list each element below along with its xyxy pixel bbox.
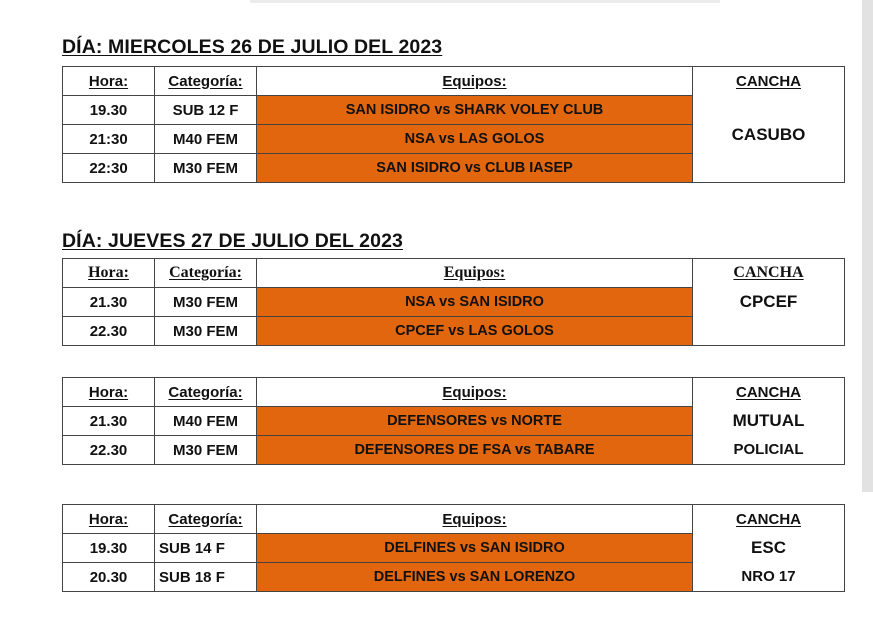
header-categoria: Categoría: (155, 67, 257, 96)
top-edge-strip (250, 0, 720, 3)
day1-title: DÍA: MIERCOLES 26 DE JULIO DEL 2023 (62, 36, 443, 58)
header-cancha: CANCHA (693, 378, 845, 407)
scrollbar[interactable] (862, 0, 873, 492)
header-hora: Hora: (63, 259, 155, 288)
hora-cell: 22.30 (63, 317, 155, 346)
table-row (63, 407, 845, 436)
header-equipos: Equipos: (257, 259, 693, 288)
equipos-cell: DEFENSORES vs NORTE (257, 407, 693, 436)
cancha-cell: MUTUAL (693, 407, 845, 436)
cancha-cell: ESC (693, 534, 845, 563)
cancha-cell: POLICIAL (693, 436, 845, 465)
cancha-cell: CASUBO (693, 96, 845, 183)
categoria-cell: M40 FEM (155, 125, 257, 154)
header-categoria: Categoría: (155, 505, 257, 534)
categoria-cell: SUB 12 F (155, 96, 257, 125)
cancha-cell: NRO 17 (693, 563, 845, 592)
header-cancha: CANCHA (693, 67, 845, 96)
equipos-cell: NSA vs SAN ISIDRO (257, 288, 693, 317)
hora-cell: 21.30 (63, 407, 155, 436)
hora-cell: 19.30 (63, 96, 155, 125)
day2-schedule-table (62, 258, 845, 346)
categoria-cell: M30 FEM (155, 154, 257, 183)
hora-cell: 22.30 (63, 436, 155, 465)
table-row (63, 96, 845, 125)
header-equipos: Equipos: (257, 378, 693, 407)
table-header-row (63, 505, 845, 534)
header-hora: Hora: (63, 378, 155, 407)
header-cancha: CANCHA (693, 259, 845, 288)
equipos-cell: DELFINES vs SAN ISIDRO (257, 534, 693, 563)
equipos-cell: NSA vs LAS GOLOS (257, 125, 693, 154)
header-categoria: Categoría: (155, 259, 257, 288)
header-cancha: CANCHA (693, 505, 845, 534)
categoria-cell: M30 FEM (155, 436, 257, 465)
categoria-cell: M30 FEM (155, 288, 257, 317)
equipos-cell: DEFENSORES DE FSA vs TABARE (257, 436, 693, 465)
hora-cell: 22:30 (63, 154, 155, 183)
cancha-cell: CPCEF (693, 288, 845, 346)
header-equipos: Equipos: (257, 67, 693, 96)
categoria-cell: M40 FEM (155, 407, 257, 436)
table-header-row (63, 259, 845, 288)
header-categoria: Categoría: (155, 378, 257, 407)
categoria-cell: SUB 14 F (155, 534, 257, 563)
day2-title: DÍA: JUEVES 27 DE JULIO DEL 2023 (62, 230, 403, 252)
table-header-row (63, 67, 845, 96)
hora-cell: 19.30 (63, 534, 155, 563)
schedule-table-3 (62, 377, 845, 465)
day1-schedule-table (62, 66, 845, 183)
header-hora: Hora: (63, 67, 155, 96)
hora-cell: 21.30 (63, 288, 155, 317)
equipos-cell: SAN ISIDRO vs CLUB IASEP (257, 154, 693, 183)
categoria-cell: M30 FEM (155, 317, 257, 346)
table-row (63, 534, 845, 563)
table-row (63, 288, 845, 317)
categoria-cell: SUB 18 F (155, 563, 257, 592)
hora-cell: 20.30 (63, 563, 155, 592)
schedule-table-4 (62, 504, 845, 592)
equipos-cell: DELFINES vs SAN LORENZO (257, 563, 693, 592)
table-row (63, 436, 845, 465)
equipos-cell: SAN ISIDRO vs SHARK VOLEY CLUB (257, 96, 693, 125)
hora-cell: 21:30 (63, 125, 155, 154)
header-hora: Hora: (63, 505, 155, 534)
table-header-row (63, 378, 845, 407)
header-equipos: Equipos: (257, 505, 693, 534)
equipos-cell: CPCEF vs LAS GOLOS (257, 317, 693, 346)
table-row (63, 563, 845, 592)
